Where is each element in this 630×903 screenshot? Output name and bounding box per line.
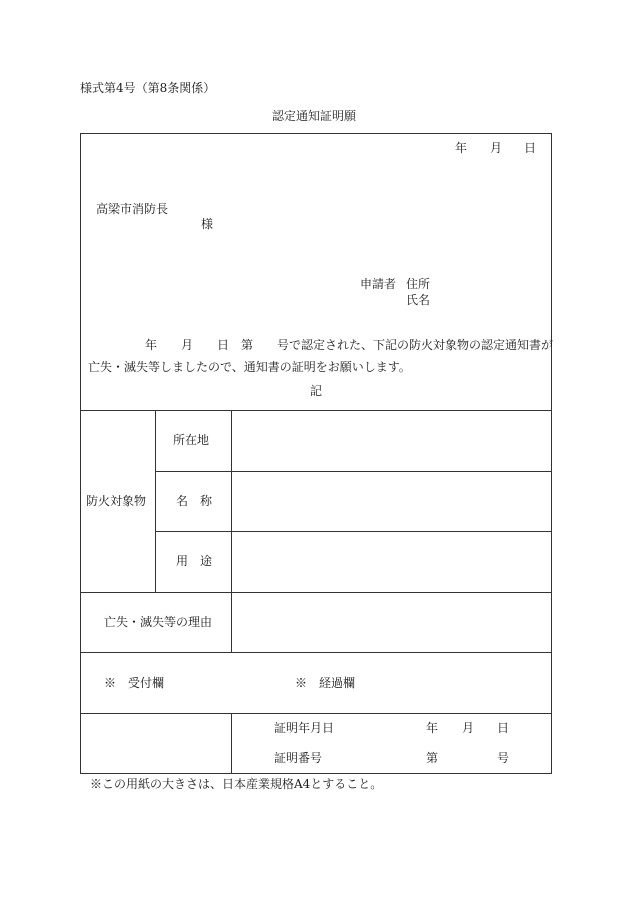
building-name-label: 名 称 bbox=[176, 494, 213, 508]
cert-month: 月 bbox=[462, 721, 475, 735]
row-line-4 bbox=[80, 652, 552, 653]
col-line-2 bbox=[231, 410, 232, 652]
cert-dai: 第 bbox=[426, 751, 439, 765]
col-line-1 bbox=[155, 410, 156, 592]
body-line-2: 亡失・滅失等しましたので、通知書の証明をお願いします。 bbox=[88, 360, 411, 374]
table-top-line bbox=[80, 410, 552, 411]
document-title: 認定通知証明願 bbox=[272, 109, 357, 123]
reason-label: 亡失・滅失等の理由 bbox=[104, 615, 213, 629]
row-line-2 bbox=[155, 531, 552, 532]
address-label: 住所 bbox=[406, 277, 431, 291]
col-line-3 bbox=[231, 713, 232, 774]
row-line-3 bbox=[80, 592, 552, 593]
row-line-1 bbox=[155, 471, 552, 472]
subject-label: 防火対象物 bbox=[86, 494, 147, 508]
use-label: 用 途 bbox=[176, 554, 213, 568]
honorific: 様 bbox=[201, 217, 214, 231]
date-day: 日 bbox=[524, 141, 537, 155]
date-month: 月 bbox=[490, 141, 503, 155]
cert-day: 日 bbox=[497, 721, 510, 735]
cert-year: 年 bbox=[426, 721, 439, 735]
addressee: 高梁市消防長 bbox=[96, 202, 169, 216]
form-number: 様式第4号（第8条関係） bbox=[80, 81, 216, 95]
location-label: 所在地 bbox=[173, 433, 210, 447]
name-label: 氏名 bbox=[406, 293, 431, 307]
cert-number-label: 証明番号 bbox=[274, 751, 323, 765]
progress-label: ※ 経過欄 bbox=[295, 676, 356, 690]
reception-label: ※ 受付欄 bbox=[104, 676, 165, 690]
cert-date-label: 証明年月日 bbox=[274, 721, 335, 735]
applicant-label: 申請者 bbox=[360, 277, 397, 291]
date-year: 年 bbox=[455, 141, 468, 155]
row-line-5 bbox=[80, 713, 552, 714]
body-line-1: 年 月 日 第 号で認定された、下記の防火対象物の認定通知書が bbox=[145, 338, 554, 352]
cert-go: 号 bbox=[497, 751, 510, 765]
footnote: ※この用紙の大きさは、日本産業規格A4とすること。 bbox=[90, 777, 383, 791]
ki-mark: 記 bbox=[310, 384, 323, 398]
